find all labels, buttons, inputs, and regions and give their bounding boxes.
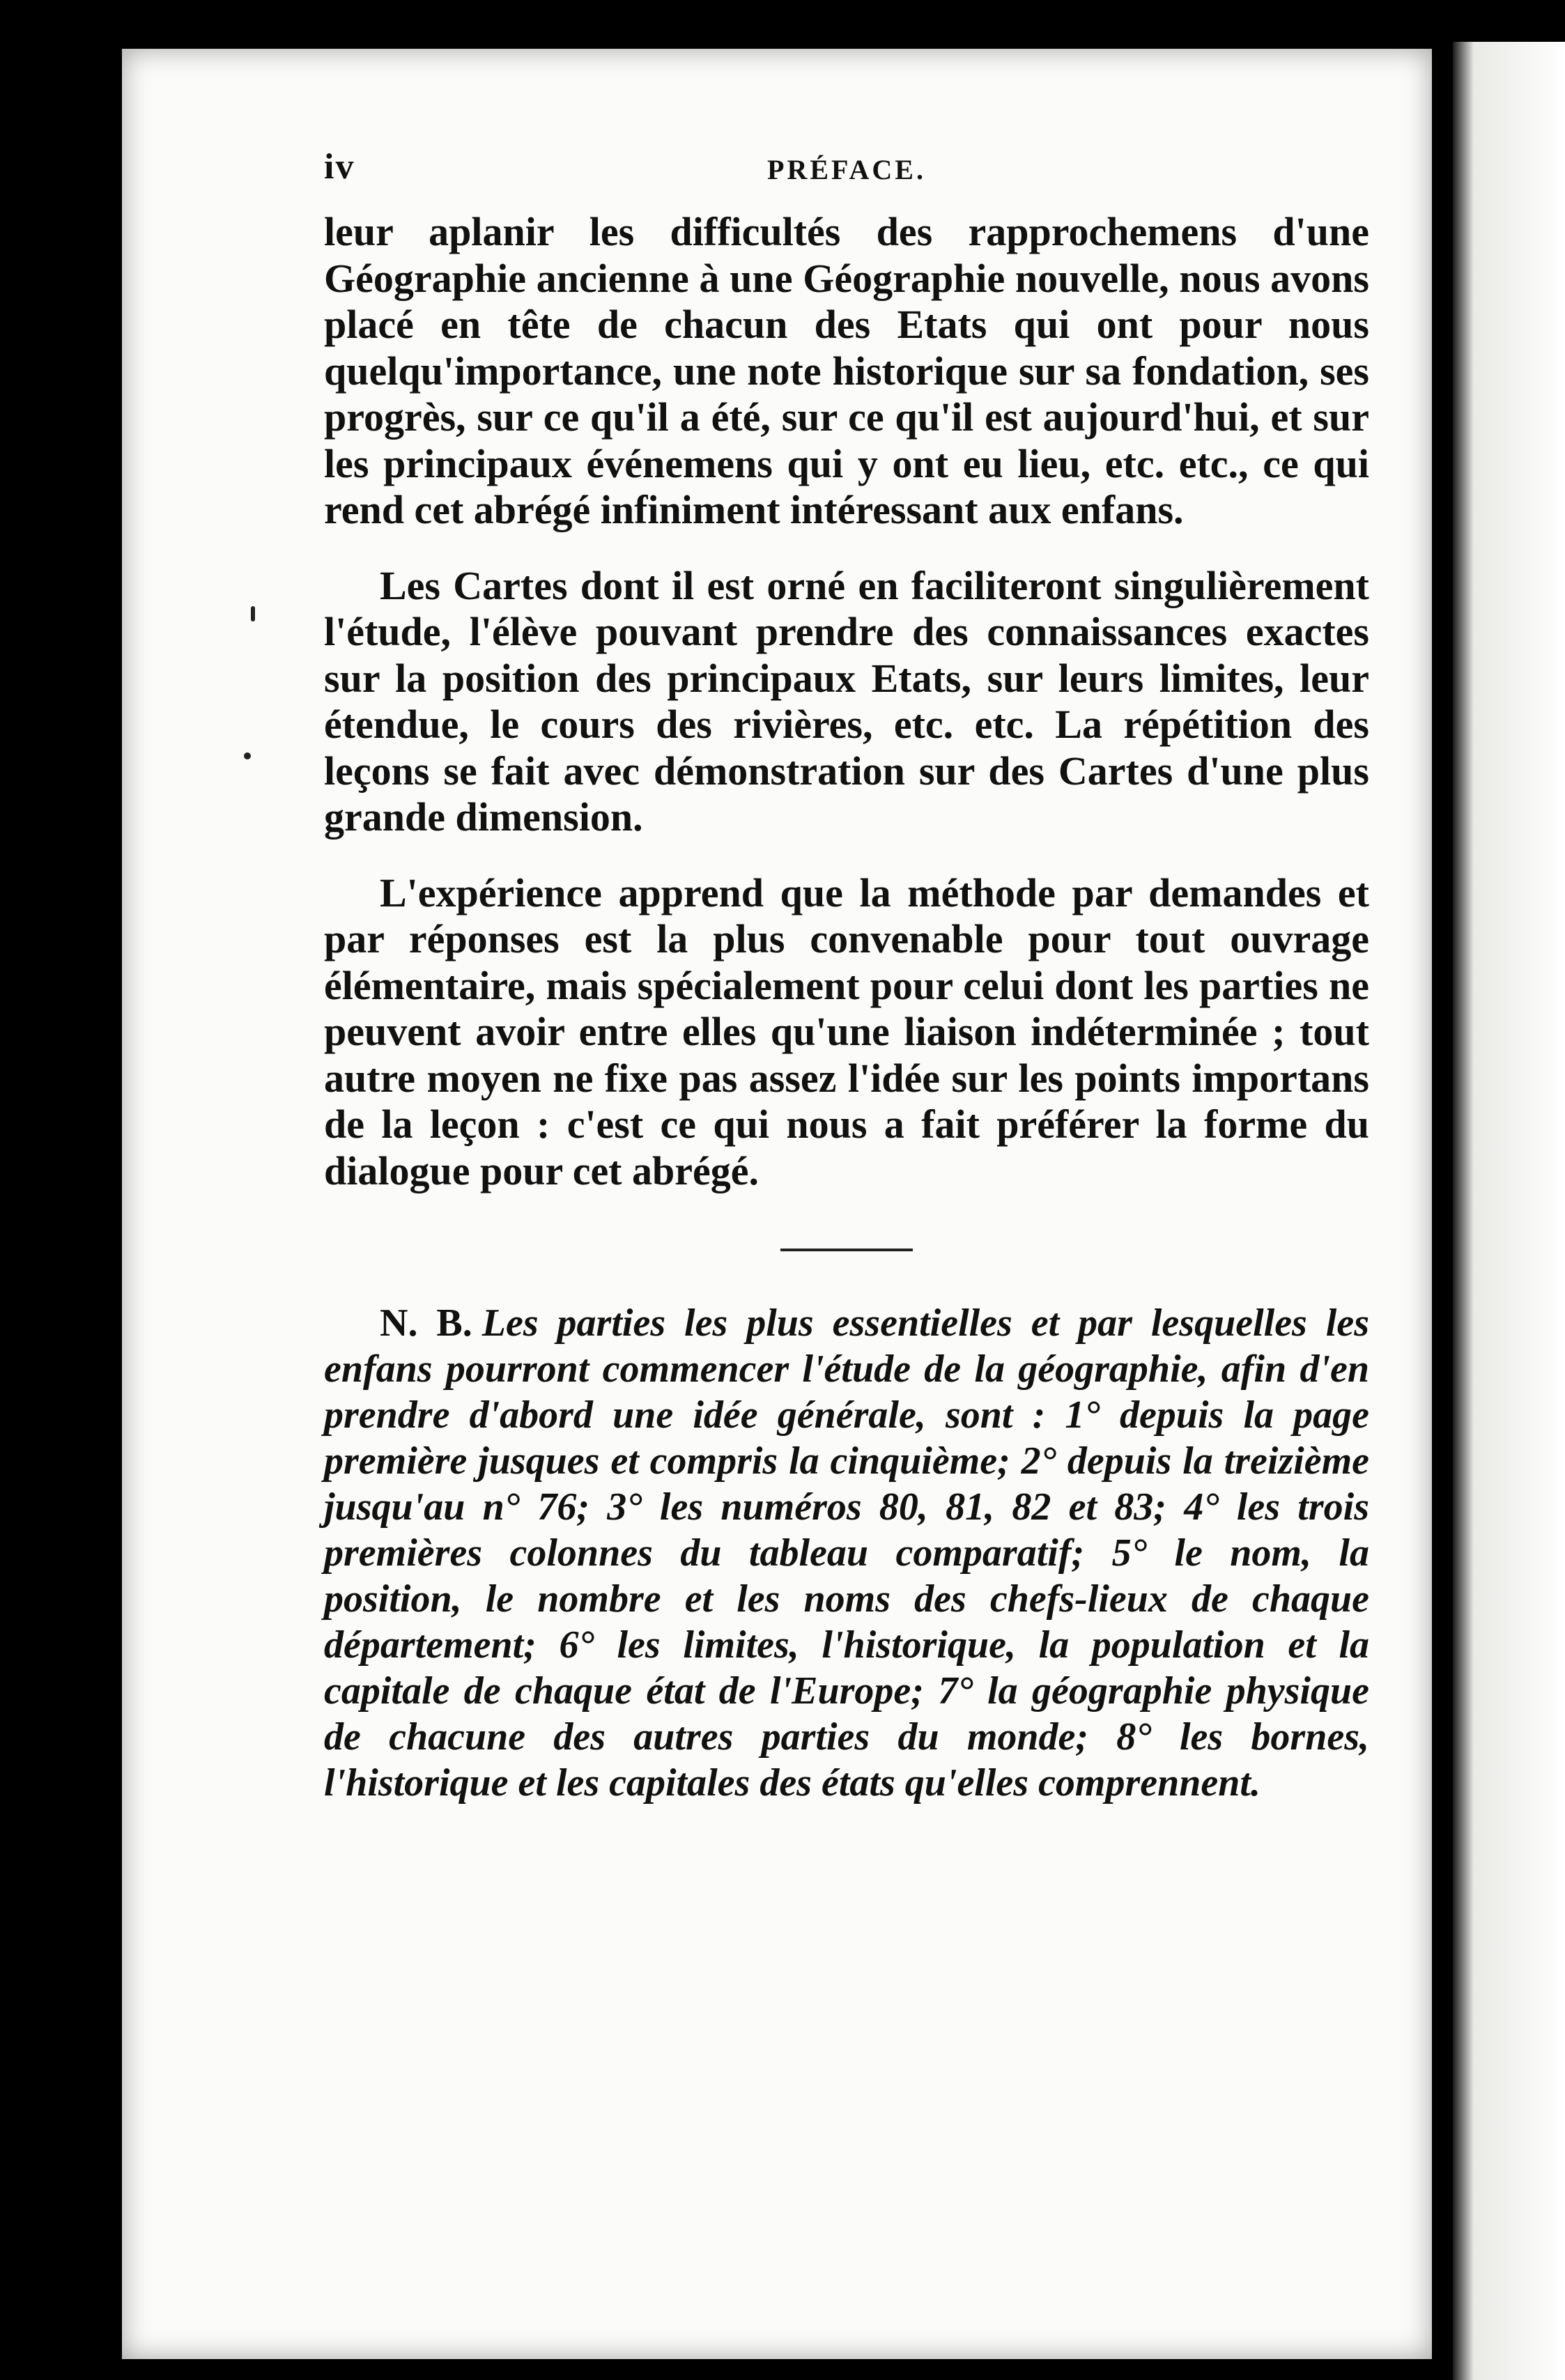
page-header: [324, 146, 1369, 209]
section-divider: [780, 1249, 913, 1251]
paragraph-3: L'expérience apprend que la méthode par demandes et par réponses est la plus convenable pour tout ouvrage élémentaire, mais spécialement pour celui dont les parties ne peuvent avoir entre elles qu'une liaison indéterminée ; tout autre moyen ne fixe pas assez l'idée sur les points importans de la leçon : c'est ce qui nous a fait préférer la forme du dialogue pour cet abrégé.: [324, 870, 1369, 1193]
adjacent-page-edge: [1453, 42, 1565, 2380]
page-content: [324, 146, 1369, 1806]
paragraph-2: Les Cartes dont il est orné en faciliteront singulièrement l'étude, l'élève pouvant prendre des connaissances exactes sur la position des principaux Etats, sur leurs limites, leur étendue, le cours des rivières, etc. etc. La répétition des leçons se fait avec démonstration sur des Cartes d'une plus grande dimension.: [324, 562, 1369, 840]
nota-bene-text: Les parties les plus essentielles et par lesquelles les enfans pourront commencer l'étude de la géographie, afin d'en prendre d'abord une idée générale, sont : 1° depuis la page première jusques et compris la cinquième; 2° depuis la treizième jusqu'au n° 76; 3° les numéros 80, 81, 82 et 83; 4° les trois premières colonnes du tableau comparatif; 5° le nom, la position, le nombre et les noms des chefs-lieux de chaque département; 6° les limites, l'historique, la population et la capitale de chaque état de l'Europe; 7° la géographie physique de chacune des autres parties du monde; 8° les bornes, l'historique et les capitales des états qu'elles comprennent.: [324, 1301, 1370, 1805]
running-title: PRÉFACE.: [767, 154, 926, 185]
ink-speck: [251, 606, 255, 621]
ink-speck: [244, 752, 251, 759]
nota-bene: [324, 1300, 1369, 1806]
page-number: iv: [324, 147, 355, 187]
paragraph-1: leur aplanir les difficultés des rapprochemens d'une Géographie ancienne à une Géographie nouvelle, nous avons placé en tête de chacun des Etats qui ont pour nous quelqu'importance, une note historique sur sa fondation, ses progrès, sur ce qu'il a été, sur ce qu'il est aujourd'hui, et sur les principaux événemens qui y ont eu lieu, etc. etc., ce qui rend cet abrégé infiniment intéressant aux enfans.: [324, 209, 1369, 532]
nota-bene-label: N. B.: [380, 1301, 472, 1345]
book-page: [122, 49, 1432, 2359]
